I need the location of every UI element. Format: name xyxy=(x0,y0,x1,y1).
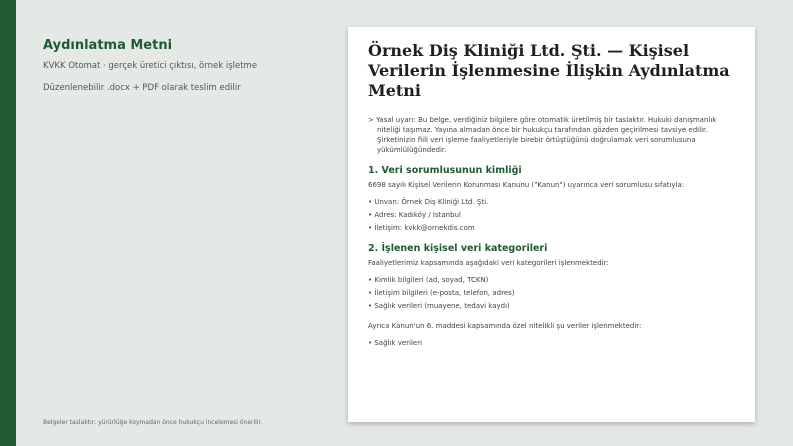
special-data-intro: Ayrıca Kanun'un 6. maddesi kapsamında özel nitelikli şu veriler işlenmektedir: xyxy=(368,322,642,330)
section-data-controller xyxy=(368,165,735,235)
section-heading: 1. Veri sorumlusunun kimliği xyxy=(368,165,522,176)
sidebar-subtitle: KVKK Otomat · gerçek üretici çıktısı, örnek işletme xyxy=(43,61,258,71)
section-intro: 6698 sayılı Kişisel Verilerin Korunması Kanunu ("Kanun") uyarınca veri sorumlusu sıfatıyla: xyxy=(368,181,685,189)
bullet-list xyxy=(368,274,735,313)
list-item: • Kimlik bilgileri (ad, soyad, TCKN) xyxy=(368,274,735,287)
special-bullet-list xyxy=(368,337,735,350)
sidebar-title: Aydınlatma Metni xyxy=(43,38,173,53)
list-item: • İletişim: kvkk@ornekdis.com xyxy=(368,222,735,235)
sidebar-panel xyxy=(43,38,323,105)
legal-note: > Yasal uyarı: Bu belge, verdiğiniz bilgilere göre otomatik üretilmiş bir taslaktır. Hukuki danışmanlık niteliği taşımaz. Yayına almadan önce bir hukukçu tarafından gözden geçirilmesi tavsiye edilir. Şirketinizin fiili veri işleme faaliyetleriyle birebir örtüştüğünü doğrulamak veri sorumlusuna yükümlülüğündedir. xyxy=(368,116,717,154)
list-item: • Adres: Kadıköy / İstanbul xyxy=(368,209,735,222)
list-item: • Sağlık verileri xyxy=(368,337,735,350)
accent-bar xyxy=(0,0,16,446)
bullet-list xyxy=(368,196,735,235)
delivery-note: Düzenlenebilir .docx + PDF olarak teslim edilir xyxy=(43,83,241,93)
list-item: • Unvan: Örnek Diş Kliniği Ltd. Şti. xyxy=(368,196,735,209)
disclaimer-footer: Belgeler taslaktır; yürürlüğe koymadan önce hukukçu incelemesi önerilir. xyxy=(43,419,263,426)
section-intro: Faaliyetlerimiz kapsamında aşağıdaki veri kategorileri işlenmektedir: xyxy=(368,259,609,267)
section-heading: 2. İşlenen kişisel veri kategorileri xyxy=(368,243,548,254)
document-title: Örnek Diş Kliniği Ltd. Şti. — Kişisel Verilerin İşlenmesine İlişkin Aydınlatma Metni xyxy=(368,41,730,100)
document-page xyxy=(348,27,755,422)
section-data-categories xyxy=(368,243,735,350)
list-item: • Sağlık verileri (muayene, tedavi kaydı) xyxy=(368,300,735,313)
list-item: • İletişim bilgileri (e-posta, telefon, adres) xyxy=(368,287,735,300)
